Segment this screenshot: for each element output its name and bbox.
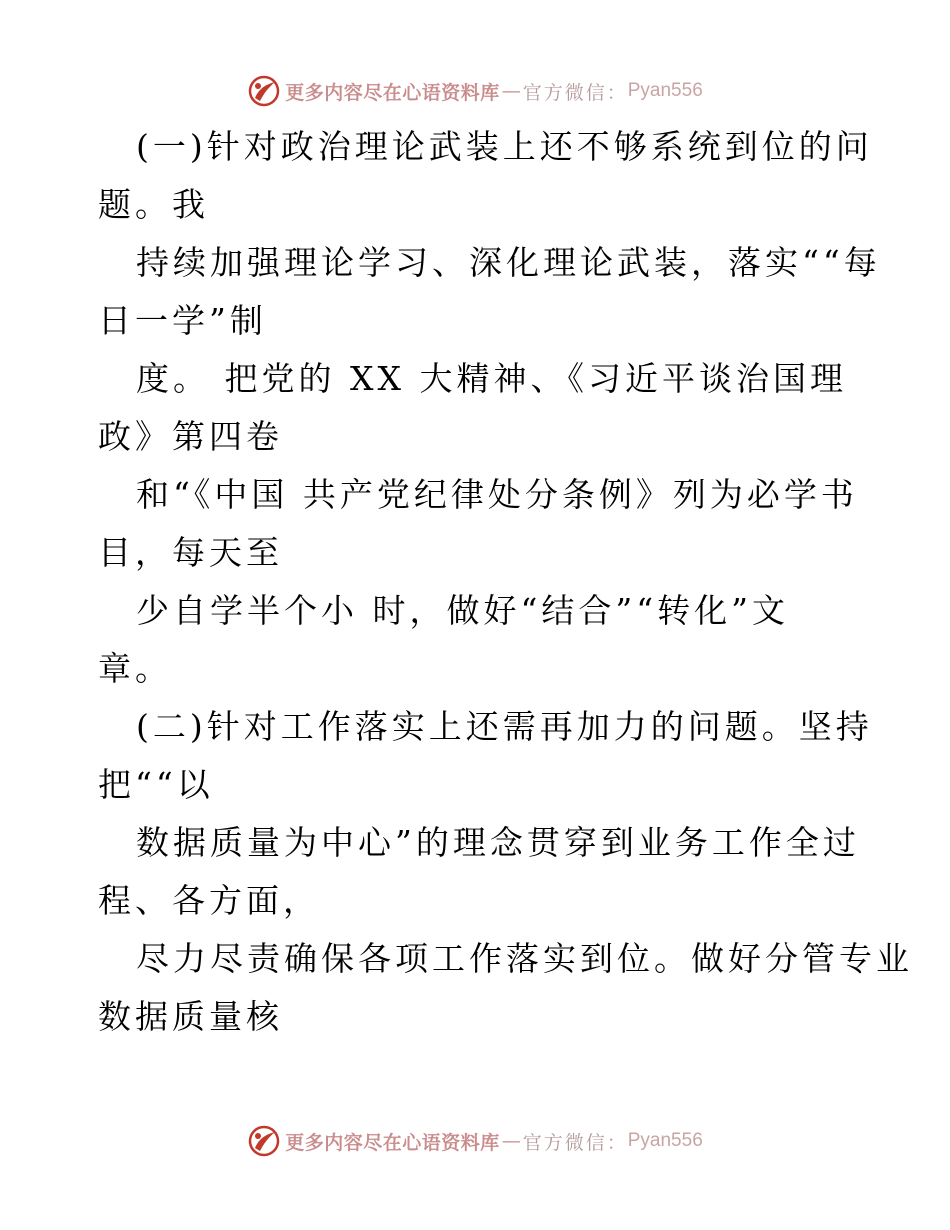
text-line: 题。我	[98, 185, 209, 224]
text-line: 和“《中国 共产党纪律处分条例》列为必学书	[136, 475, 858, 514]
text-line: 度。 把党的 XX 大精神、《习近平谈治国理	[136, 359, 847, 398]
text-line: 持续加强理论学习、深化理论武装，落实““每	[136, 243, 881, 282]
banner-brand-text: 更多内容尽在心语资料库	[285, 81, 500, 104]
text-line: 把““以	[98, 765, 214, 804]
text-line: 日一学”制	[98, 301, 267, 340]
footer-watermark	[0, 1121, 950, 1161]
text-line: 政》第四卷	[98, 417, 283, 456]
banner-brand-text: 更多内容尽在心语资料库	[285, 1131, 500, 1154]
text-line: 少自学半个小 时，做好“结合”“转化”文	[136, 591, 789, 630]
banner-dash: —	[501, 1130, 521, 1152]
brand-logo-icon	[247, 1124, 281, 1158]
text-line: (二)针对工作落实上还需再加力的问题。坚持	[136, 707, 873, 746]
text-line: 数据质量核	[98, 997, 283, 1036]
brand-logo-icon	[247, 74, 281, 108]
banner-wechat-label: 官方微信：	[522, 81, 628, 104]
banner-wechat-id: Pyan556	[627, 80, 703, 101]
header-watermark	[0, 71, 950, 111]
text-line: 章。	[98, 649, 172, 688]
text-line: (一)针对政治理论武装上还不够系统到位的问	[136, 127, 873, 166]
text-line: 尽力尽责确保各项工作落实到位。做好分管专业	[136, 939, 913, 978]
text-line: 程、各方面，	[98, 881, 320, 920]
text-line: 目，每天至	[98, 533, 283, 572]
document-body	[98, 118, 913, 1046]
banner-wechat-label: 官方微信：	[522, 1131, 628, 1154]
banner-wechat-id: Pyan556	[627, 1130, 703, 1151]
banner-dash: —	[501, 80, 521, 102]
text-line: 数据质量为中心”的理念贯穿到业务工作全过	[136, 823, 860, 862]
